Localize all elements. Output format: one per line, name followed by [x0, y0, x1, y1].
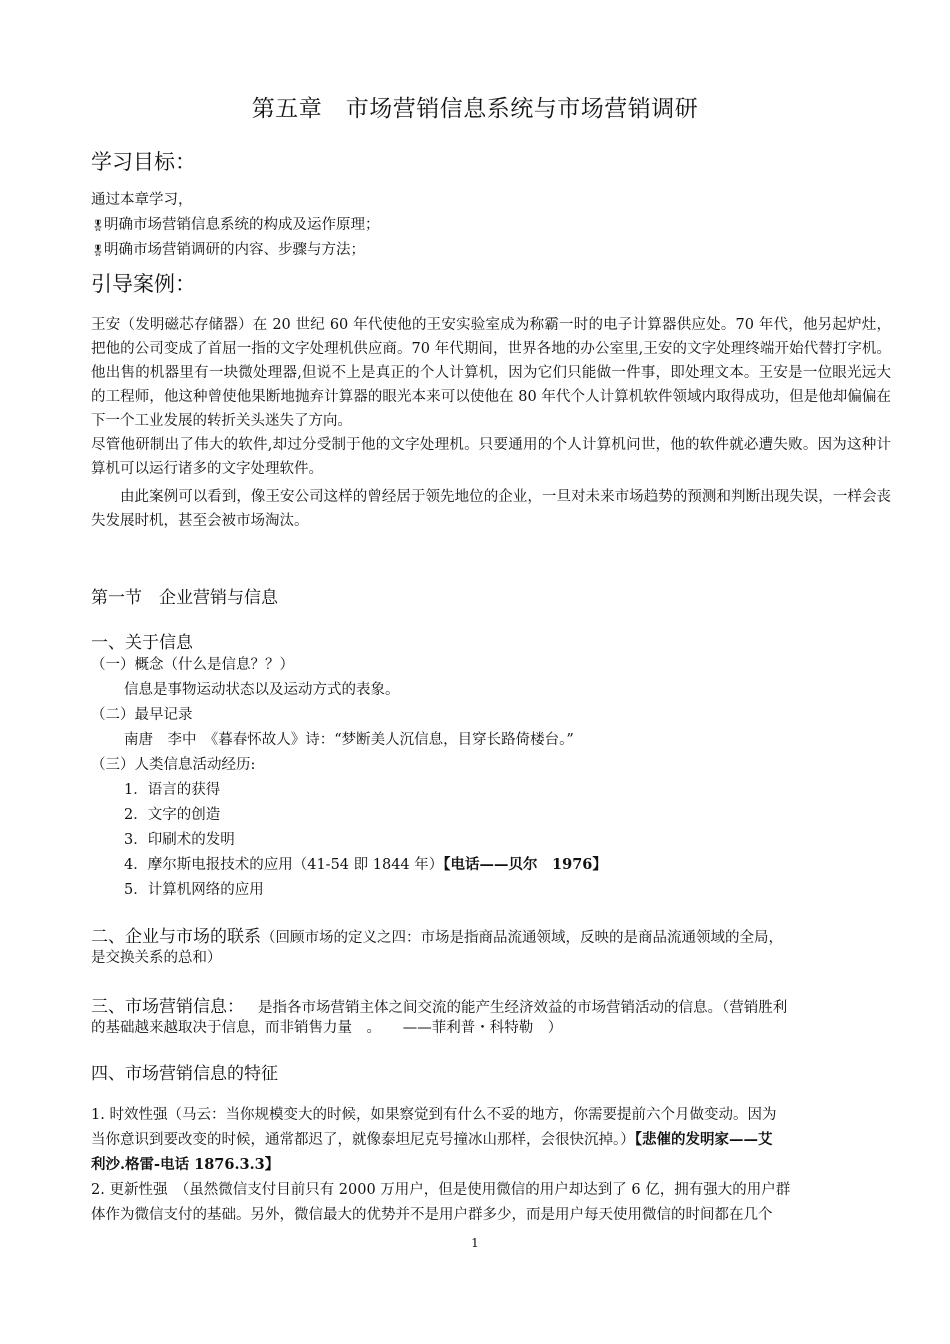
marketing-info-text: 是指各市场营销主体之间交流的能产生经济效益的市场营销活动的信息。（营销胜利 — [258, 1000, 788, 1016]
case-paragraph-3: 由此案例可以看到，像王安公司这样的曾经居于领先地位的企业，一旦对未来市场趋势的预测和判断出现失误，一样会丧失发展时机，甚至会被市场淘汰。 — [91, 489, 891, 529]
marketing-info-line-1 — [91, 992, 787, 1018]
chapter-title: 第五章 市场营销信息系统与市场营销调研 — [251, 96, 699, 122]
case-paragraph-2: 尽管他研制出了伟大的软件,却过分受制于他的文字处理机。只要通用的个人计算机问世，他的软件就必遭失败。因为这种计算机可以运行诸多的文字处理软件。 — [91, 437, 891, 477]
feature-1-text: 当你意识到要改变的时候，通常都迟了，就像泰坦尼克号撞冰山那样，会很快沉掉。） — [91, 1132, 635, 1148]
earliest-text: 南唐 李中 《暮春怀故人》诗：“梦断美人沉信息，目穿长路倚楼台。” — [124, 732, 574, 748]
history-heading: （三）人类信息活动经历: — [91, 757, 256, 773]
feature-1-note-cont: 利沙.格雷-电话 1876.3.3】 — [91, 1156, 280, 1173]
concept-heading: （一）概念（什么是信息？？） — [91, 657, 294, 673]
enterprise-note-cont: 是交换关系的总和） — [91, 950, 222, 966]
feature-2-line-2: 体作为微信支付的基础。另外，微信最大的优势并不是用户群多少，而是用户每天使用微信的时间都在几个 — [91, 1207, 773, 1223]
about-info-heading: 一、关于信息 — [91, 633, 193, 653]
history-item: 3．印刷术的发明 — [124, 832, 235, 848]
concept-text: 信息是事物运动状态以及运动方式的表象。 — [124, 682, 400, 698]
enterprise-note: （回顾市场的定义之四：市场是指商品流通领域，反映的是商品流通领域的全局， — [261, 930, 783, 946]
earliest-heading: （二）最早记录 — [91, 707, 193, 723]
objectives-heading: 学习目标： — [91, 150, 196, 174]
history-item: 5．计算机网络的应用 — [124, 882, 264, 898]
history-item-note: 【电话——贝尔 1976】 — [443, 856, 607, 873]
feature-1-line-1: 1. 时效性强（马云：当你规模变大的时候，如果察觉到有什么不妥的地方，你需要提前六个月做变动。因为 — [91, 1107, 777, 1123]
medal-icon: 🎖 — [91, 219, 105, 232]
feature-1-line-2 — [91, 1130, 773, 1150]
objective-text: 明确市场营销调研的内容、步骤与方法； — [104, 242, 365, 258]
section-heading: 第一节 企业营销与信息 — [91, 588, 278, 608]
case-paragraph-1: 王安（发明磁芯存储器）在 20 世纪 60 年代使他的王安实验室成为称霸一时的电子计算器供应处。70 年代，他另起炉灶，把他的公司变成了首屈一指的文字处理机供应商。70 年代期间，世界各地的办公室里,王安的文字处理终端开始代替打字机。他出售的机器里有一块微处理器,但说不上是真正的个人计算机，因为它们只能做一件事，即处理文本。王安是一位眼光远大的工程师，他这种曾使他果断地抛弃计算器的眼光本来可以使他在 80 年代个人计算机软件领域内取得成功，但是他却偏偏在下一个工业发展的转折关头迷失了方向。 — [91, 317, 891, 429]
objectives-intro: 通过本章学习， — [91, 192, 193, 208]
objective-text: 明确市场营销信息系统的构成及运作原理； — [104, 217, 380, 233]
feature-1-note: 【悲催的发明家——艾 — [634, 1131, 773, 1148]
marketing-info-heading: 三、市场营销信息： — [91, 997, 244, 1017]
history-item: 1．语言的获得 — [124, 782, 221, 798]
objective-item — [91, 215, 380, 236]
enterprise-heading: 二、企业与市场的联系 — [91, 927, 261, 947]
feature-2-line-1: 2. 更新性强 （虽然微信支付目前只有 2000 万用户，但是使用微信的用户却达到了 6 亿，拥有强大的用户群 — [91, 1182, 791, 1198]
case-heading: 引导案例： — [91, 272, 196, 296]
enterprise-line-1 — [91, 922, 783, 948]
features-heading: 四、市场营销信息的特征 — [91, 1064, 278, 1084]
history-item-text: 4．摩尔斯电报技术的应用（41-54 即 1844 年） — [124, 857, 444, 873]
marketing-info-text-cont: 的基础越来越取决于信息，而非销售力量 。 ——菲利普・科特勒 ） — [91, 1020, 563, 1036]
objective-item — [91, 240, 365, 261]
medal-icon: 🎖 — [91, 244, 105, 257]
page-number: 1 — [471, 1236, 479, 1250]
history-item — [124, 855, 607, 875]
history-item: 2．文字的创造 — [124, 807, 221, 823]
